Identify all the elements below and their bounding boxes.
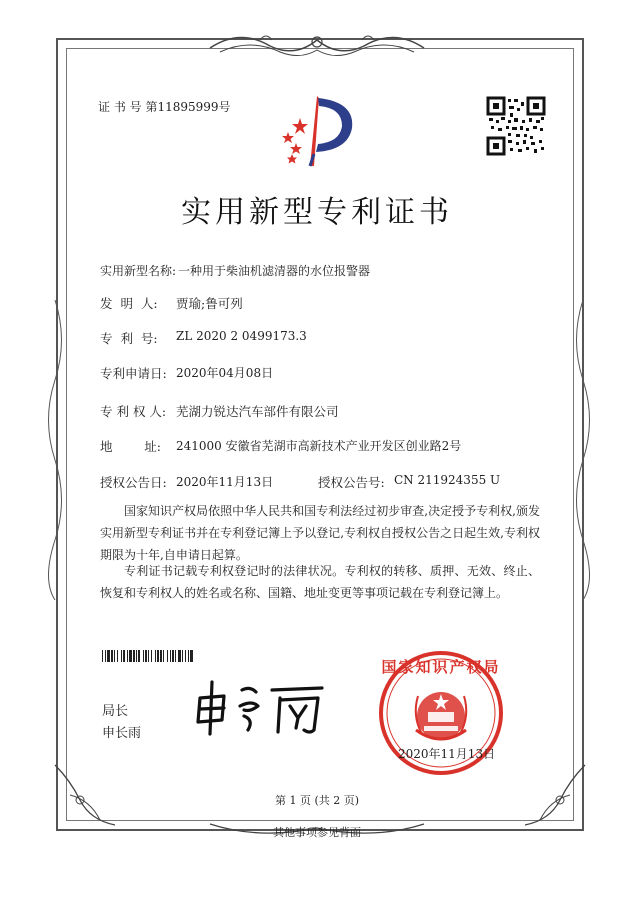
right-ornament (568, 300, 598, 600)
certificate-number: 证 书 号 第11895999号 (98, 100, 231, 114)
legal-status-paragraph: 专利证书记载专利权登记时的法律状况。专利权的转移、质押、无效、终止、恢复和专利权人的姓名或名称、国籍、地址变更等事项记载在专利登记簿上。 (100, 564, 540, 600)
address-value: 241000 安徽省芜湖市高新技术产业开发区创业路2号 (176, 439, 462, 453)
cnipa-logo (270, 88, 360, 168)
utility-model-name-value: 一种用于柴油机滤清器的水位报警器 (178, 264, 371, 278)
address-label: 地 址: (100, 439, 161, 454)
utility-model-name-label: 实用新型名称: (100, 264, 177, 278)
director-title: 局长 (102, 704, 129, 719)
patentee-label: 专 利 权 人: (100, 404, 167, 419)
page-indicator: 第 1 页 (共 2 页) (274, 794, 360, 807)
left-ornament (40, 300, 70, 600)
grant-statement-paragraph: 国家知识产权局依照中华人民共和国专利法经过初步审查,决定授予专利权,颁发实用新型专利证书并在专利登记簿上予以登记,专利权自授权公告之日起生效,专利权期限为十年,自申请日起算。 (100, 504, 540, 562)
grant-number-value: CN 211924355 U (394, 473, 501, 487)
grant-number-label: 授权公告号: (318, 475, 385, 490)
patent-number-value: ZL 2020 2 0499173.3 (176, 329, 307, 343)
patentee-value: 芜湖力锐达汽车部件有限公司 (176, 404, 339, 419)
grant-date-label: 授权公告日: (100, 475, 167, 490)
seal-date: 2020年11月13日 (398, 747, 496, 761)
top-ornament (200, 28, 434, 64)
director-name: 申长雨 (102, 726, 142, 741)
footer-note: 其他事项参见背面 (273, 826, 361, 839)
inventor-value: 贾瑜;鲁可列 (176, 296, 243, 311)
filing-date-value: 2020年04月08日 (176, 366, 274, 380)
patent-number-label: 专 利 号: (100, 331, 158, 346)
qr-code (486, 96, 546, 156)
barcode (102, 650, 258, 662)
director-signature (190, 676, 330, 738)
inventor-label: 发 明 人: (100, 296, 158, 311)
certificate-title: 实用新型专利证书 (181, 195, 453, 230)
seal-text: 国家知识产权局 (381, 658, 501, 676)
filing-date-label: 专利申请日: (100, 366, 167, 381)
grant-date-value: 2020年11月13日 (176, 475, 274, 489)
